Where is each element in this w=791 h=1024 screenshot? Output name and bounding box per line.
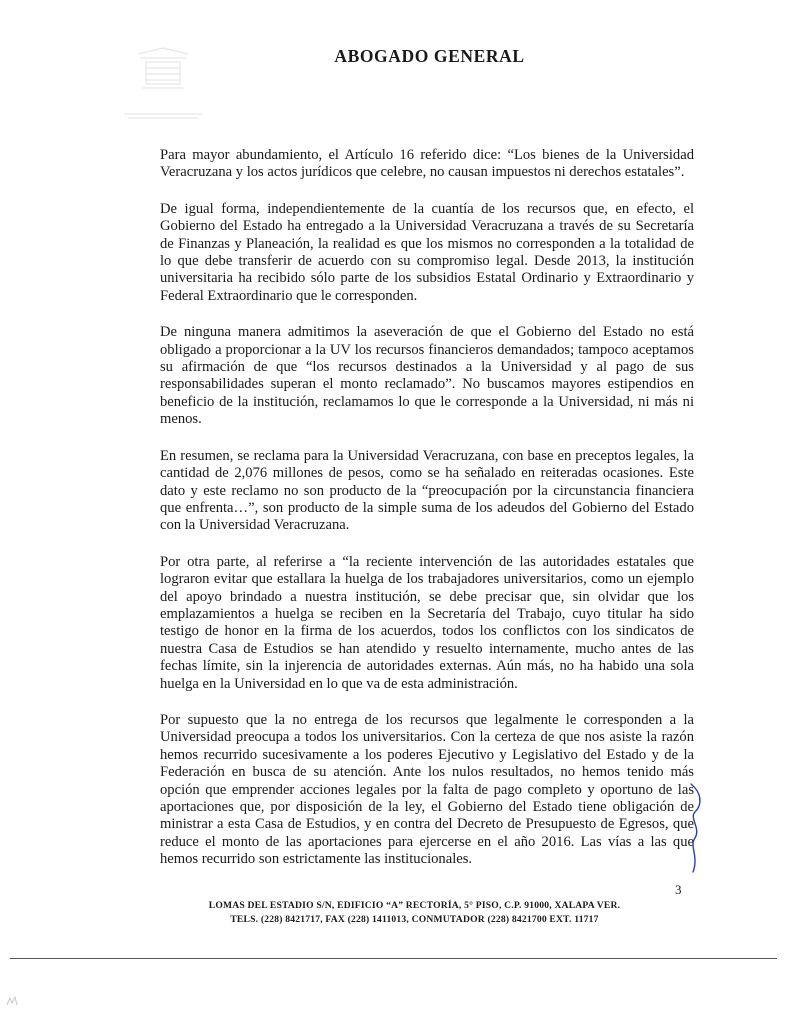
paragraph: De igual forma, independientemente de la cuantía de los recursos que, en efecto, el Gobierno del Estado ha entregado a la Universidad Veracruzana a través de su Secretaría de Finanzas y Planeación, la realidad es que los mismos no corresponden a la totalidad de lo que debe transferir de acuerdo con su compromiso legal. Desde 2013, la institución universitaria ha recibido sólo parte de los subsidios Estatal Ordinario y Extraordinario y Federal Extraordinario que le corresponden.: [160, 200, 694, 304]
paragraph: Para mayor abundamiento, el Artículo 16 referido dice: “Los bienes de la Universidad Veracruzana y los actos jurídicos que celebre, no causan impuestos ni derechos estatales”.: [160, 147, 694, 181]
scan-mark-icon: [5, 994, 19, 1008]
divider-line: [10, 958, 777, 959]
paragraph: Por supuesto que la no entrega de los recursos que legalmente le corresponden a la Universidad preocupa a todos los universitarios. Con la certeza de que nos asiste la razón hemos recurrido sucesivamente a los poderes Ejecutivo y Legislativo del Estado y de la Federación en busca de su atención. Ante los nulos resultados, no hemos tenido más opción que emprender acciones legales por la falta de pago completo y oportuno de las aportaciones que, por disposición de la ley, el Gobierno del Estado tiene obligación de ministrar a esta Casa de Estudios, y en contra del Decreto de Presupuesto de Egresos, que reduce el monto de las aportaciones para ejercerse en el año 2016. Las vías a las que hemos recurrido son estrictamente las institucionales.: [160, 711, 694, 868]
handwritten-margin-bracket: [683, 782, 709, 874]
footer-address: LOMAS DEL ESTADIO S/N, EDIFICIO “A” RECTORÍA, 5° PISO, C.P. 91000, XALAPA VER.: [208, 900, 621, 911]
footer: [0, 899, 791, 927]
paragraph: De ninguna manera admitimos la aseveración de que el Gobierno del Estado no está obligado a proporcionar a la UV los recursos financieros demandados; tampoco aceptamos su afirmación de que “los recursos destinados a la Universidad y al pago de sus responsabilidades superan el monto reclamado”. No buscamos mayores estipendios en beneficio de la institución, reclamamos lo que le corresponde a la Universidad, ni más ni menos.: [160, 324, 694, 428]
page-title: ABOGADO GENERAL: [334, 46, 525, 66]
paragraph: Por otra parte, al referirse a “la reciente intervención de las autoridades estatales que lograron evitar que estallara la huelga de los trabajadores universitarios, como un ejemplo del apoyo brindado a nuestra institución, se debe precisar que, sin olvidar que los emplazamientos a huelga se reciben en la Secretaría del Trabajo, cuyo titular ha sido testigo de honor en la firma de los acuerdos, todos los conflictos con los sindicatos de nuestra Casa de Estudios se han atendido y resuelto internamente, mucho antes de las fechas límite, sin la injerencia de autoridades externas. Aún más, no ha habido una sola huelga en la Universidad en lo que va de esta administración.: [160, 553, 694, 692]
paragraph: En resumen, se reclama para la Universidad Veracruzana, con base en preceptos legales, la cantidad de 2,076 millones de pesos, como se ha señalado en reiteradas ocasiones. Este dato y este reclamo no son producto de la “preocupación por la circunstancia financiera que enfrenta…”, son producto de la simple suma de los adeudos del Gobierno del Estado con la Universidad Veracruzana.: [160, 447, 694, 534]
page-number: 3: [675, 882, 682, 897]
letter-body: [160, 147, 694, 888]
footer-phones: TELS. (228) 8421717, FAX (228) 1411013, CONMUTADOR (228) 8421700 EXT. 11717: [230, 914, 599, 925]
